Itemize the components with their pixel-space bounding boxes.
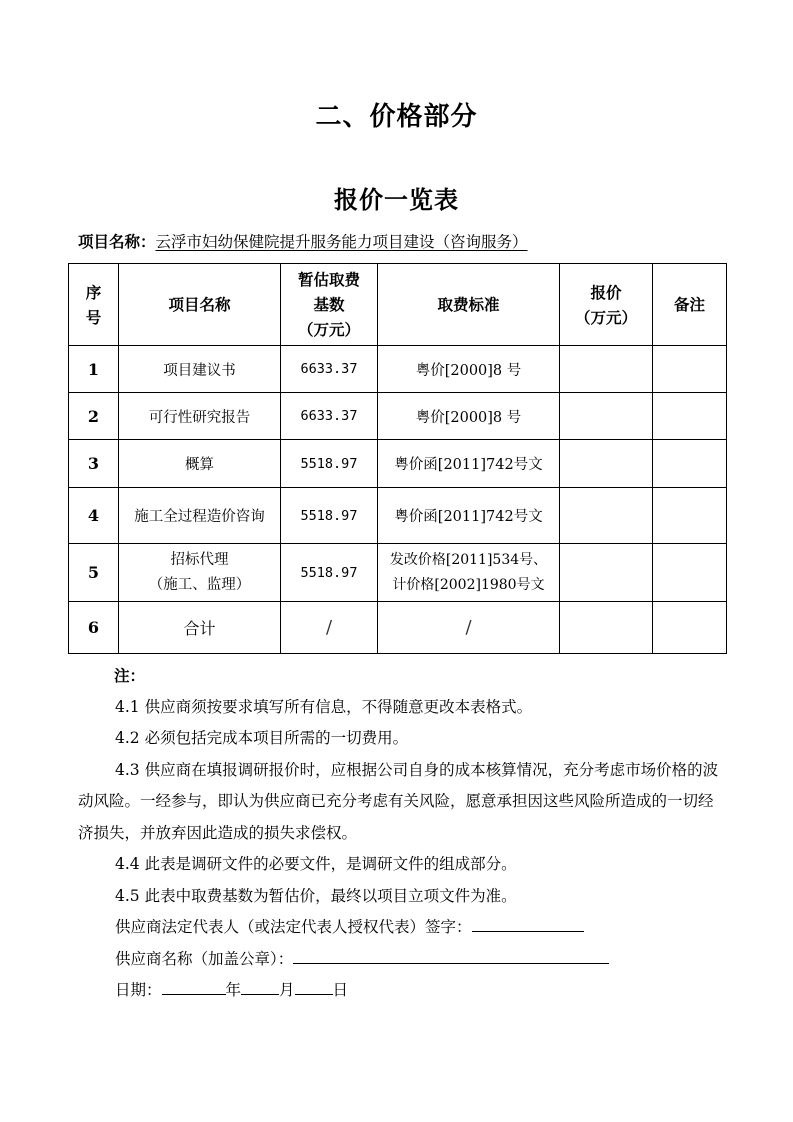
project-name-value: 云浮市妇幼保健院提升服务能力项目建设（咨询服务）: [155, 233, 528, 251]
row-no: 6: [69, 602, 119, 654]
rep-signature-field[interactable]: [472, 915, 584, 932]
date-day-label: 日: [332, 981, 349, 999]
table-row: [69, 544, 727, 602]
note-item: 4.4 此表是调研文件的必要文件，是调研文件的组成部分。: [115, 855, 517, 873]
table-row: [69, 346, 727, 393]
note-item: 4.5 此表中取费基数为暂估价，最终以项目立项文件为准。: [115, 886, 517, 905]
row-base: /: [281, 602, 378, 654]
header-price: 报价 （万元）: [560, 264, 653, 346]
row-project-name: 概算: [119, 440, 281, 488]
project-name-line: [78, 230, 528, 252]
note-item: 4.3 供应商在填报调研报价时，应根据公司自身的成本核算情况，充分考虑市场价格的波动风险。一经参与，即认为供应商已充分考虑有关风险，愿意承担因这些风险所造成的一切经济损失，并放弃因此造成的损失求偿权。: [78, 760, 719, 842]
header-remark: 备注: [653, 264, 727, 346]
row-standard: /: [378, 602, 560, 654]
date-month-field[interactable]: [241, 978, 279, 995]
company-name-field[interactable]: [293, 947, 609, 964]
row-standard: 发改价格[2011]534号、 计价格[2002]1980号文: [378, 544, 560, 602]
header-base: 暂估取费 基数 （万元）: [281, 264, 378, 346]
row-project-name: 招标代理 （施工、监理）: [119, 544, 281, 602]
notes-heading: 注：: [114, 666, 146, 685]
section-title: 二、价格部分: [315, 102, 478, 132]
date-month-label: 月: [279, 981, 295, 999]
header-standard: 取费标准: [378, 264, 560, 346]
row-base: 5518.97: [281, 440, 378, 488]
row-standard: 粤价函[2011]742号文: [378, 440, 560, 488]
note-item: 4.1 供应商须按要求填写所有信息，不得随意更改本表格式。: [115, 697, 533, 716]
row-remark[interactable]: [653, 440, 727, 488]
row-remark[interactable]: [653, 544, 727, 602]
table-row: [69, 393, 727, 440]
row-remark[interactable]: [653, 488, 727, 544]
row-no: 3: [69, 440, 119, 488]
row-remark[interactable]: [653, 602, 727, 654]
company-name-line: [78, 944, 728, 976]
project-name-label: 项目名称：: [78, 232, 156, 251]
row-no: 2: [69, 393, 119, 440]
row-project-name: 可行性研究报告: [119, 393, 281, 440]
row-remark[interactable]: [653, 393, 727, 440]
row-no: 4: [69, 488, 119, 544]
table-row: [69, 440, 727, 488]
date-day-field[interactable]: [295, 978, 333, 995]
row-base: 5518.97: [281, 488, 378, 544]
company-name-label: 供应商名称（加盖公章）：: [115, 949, 294, 968]
date-line: [78, 975, 728, 1007]
row-price-input[interactable]: [560, 440, 653, 488]
row-standard: 粤价[2000]8 号: [378, 393, 560, 440]
table-title: 报价一览表: [334, 185, 459, 214]
table-header-row: [69, 264, 727, 346]
row-base: 5518.97: [281, 544, 378, 602]
row-standard: 粤价函[2011]742号文: [378, 488, 560, 544]
row-base: 6633.37: [281, 393, 378, 440]
table-row: [69, 488, 727, 544]
row-project-name: 施工全过程造价咨询: [119, 488, 281, 544]
row-price-input[interactable]: [560, 544, 653, 602]
row-project-name: 合计: [119, 602, 281, 654]
row-standard: 粤价[2000]8 号: [378, 346, 560, 393]
date-label: 日期：: [115, 981, 162, 999]
date-year-label: 年: [225, 981, 242, 999]
row-project-name: 项目建议书: [119, 346, 281, 393]
note-item: 4.2 必须包括完成本项目所需的一切费用。: [115, 729, 409, 747]
row-remark[interactable]: [653, 346, 727, 393]
rep-signature-line: [78, 912, 728, 944]
row-no: 5: [69, 544, 119, 602]
row-no: 1: [69, 346, 119, 393]
header-project-name: 项目名称: [119, 264, 281, 346]
date-year-field[interactable]: [162, 978, 226, 995]
table-row-total: [69, 602, 727, 654]
rep-signature-label: 供应商法定代表人（或法定代表人授权代表）签字：: [115, 918, 472, 936]
quote-table: [68, 263, 727, 654]
row-price-input[interactable]: [560, 393, 653, 440]
row-base: 6633.37: [281, 346, 378, 393]
row-price-input[interactable]: [560, 602, 653, 654]
row-price-input[interactable]: [560, 346, 653, 393]
row-price-input[interactable]: [560, 488, 653, 544]
header-no: 序 号: [69, 264, 119, 346]
notes-section: [78, 660, 728, 1007]
